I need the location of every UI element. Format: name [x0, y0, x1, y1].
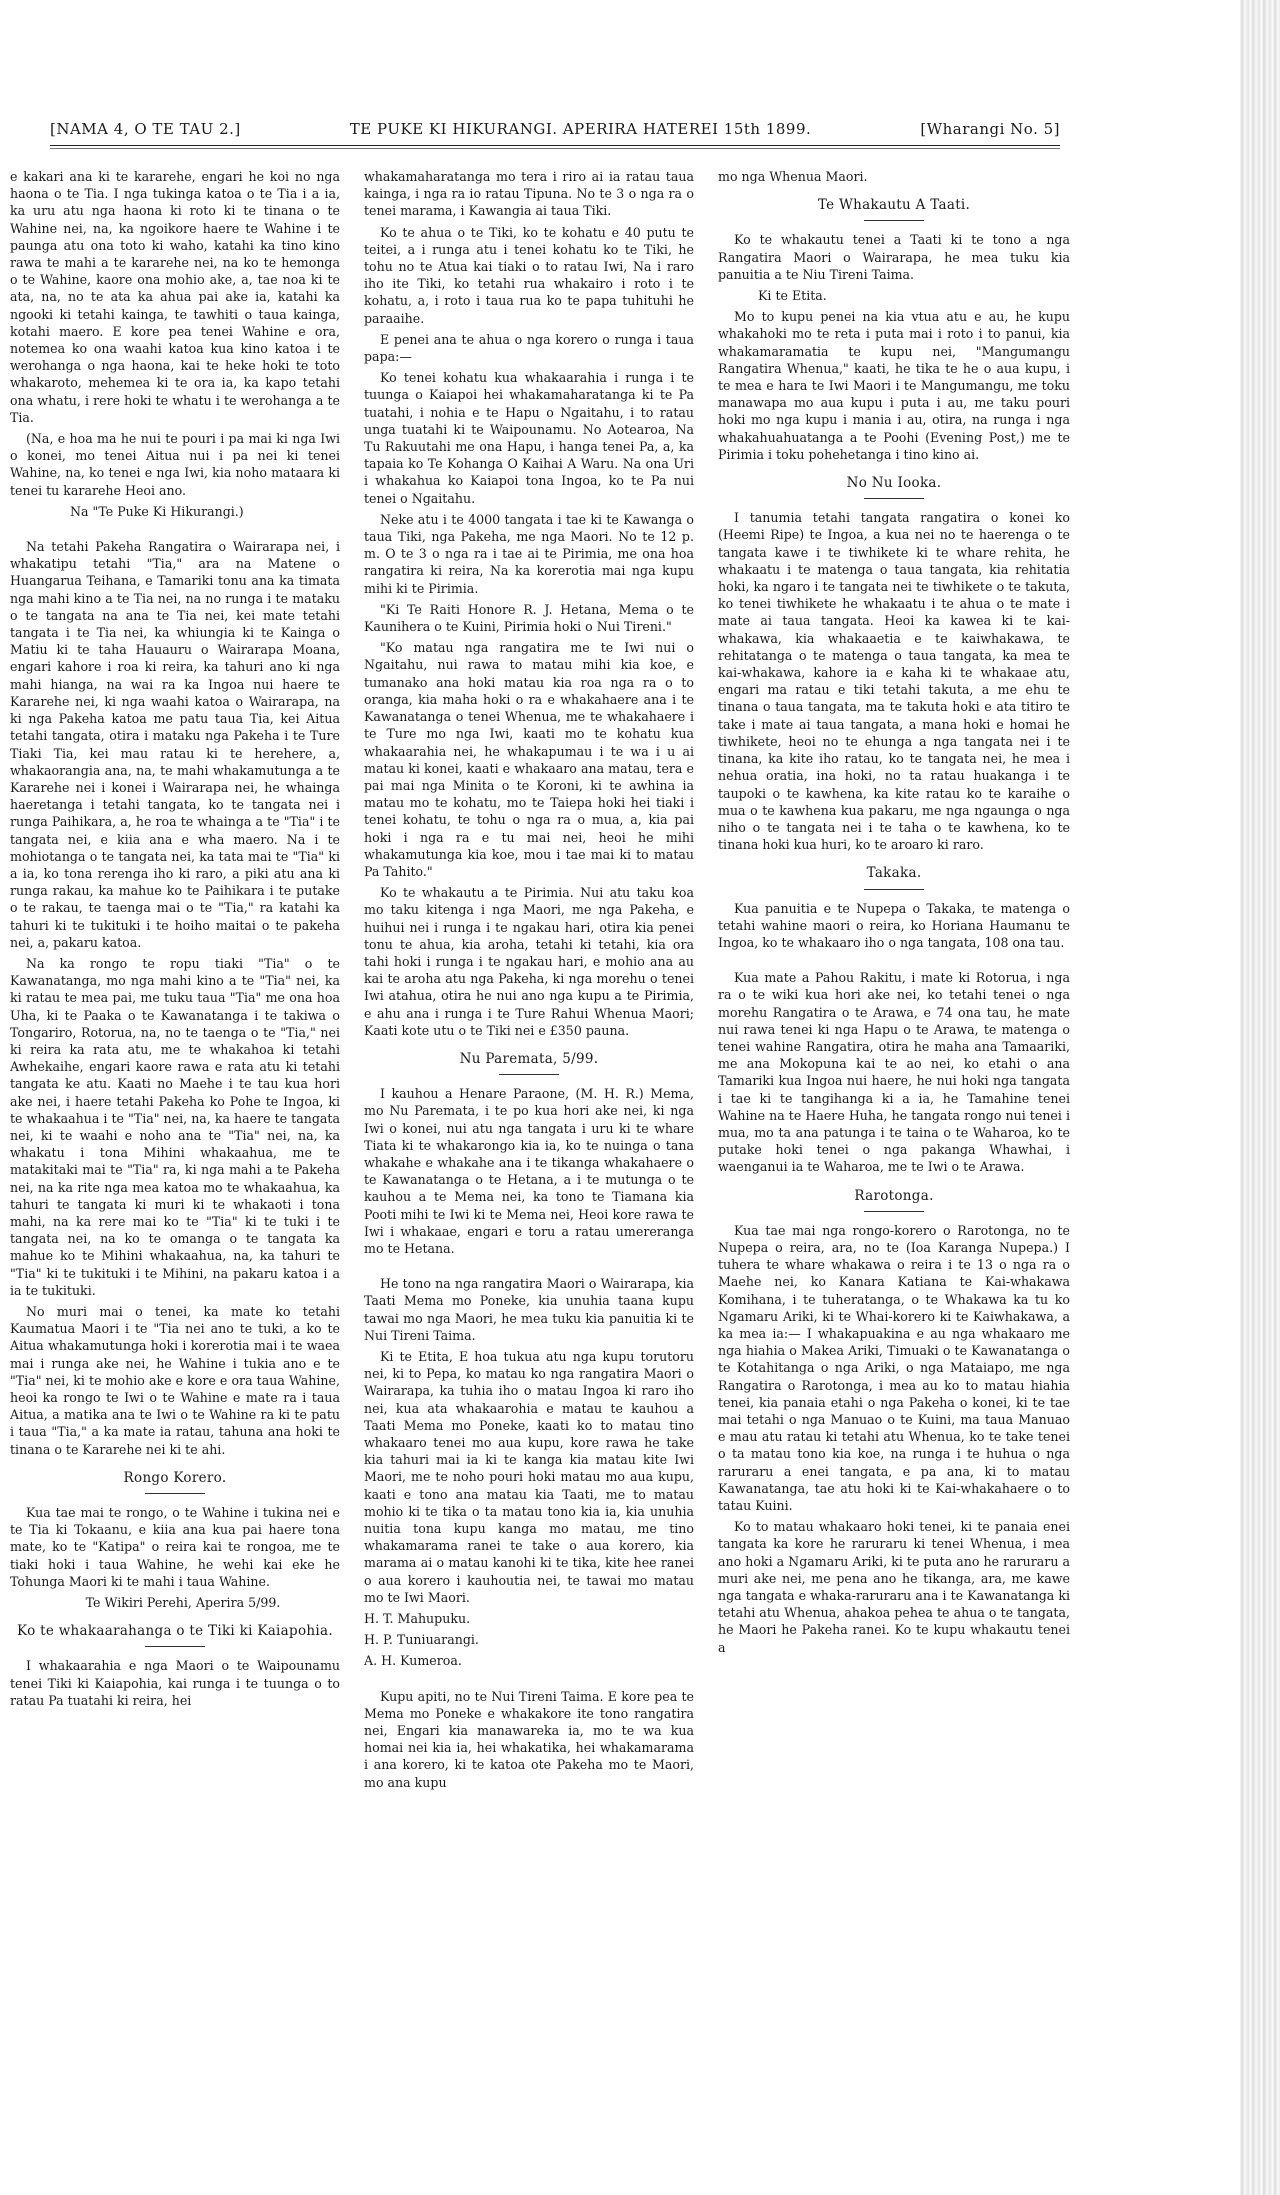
- paragraph: Mo to kupu penei na kia vtua atu e au, he kupu whakahoki mo te reta i puta mai i roto i to panui, kia whakamaramatia te kupu nei, "Mangumangu Rangatira Whenua," kaati, he tika te he o aua kupu, i te mea e hara te Iwi Maori i te Mangumangu, me toku manawapa mo aua kupu i puta i au, me taku pouri hoki mo nga kupu i mania i au, otira, na runga i nga whakahuahuatanga a te Poohi (Evening Post,) me te Pirimia i toku pohehetanga i tino kino ai.: [718, 309, 1070, 462]
- section-rule: [864, 1211, 924, 1212]
- paragraph: Ko te whakautu tenei a Taati ki te tono a nga Rangatira Maori o Wairarapa, he mea tuku kia panuitia a te Niu Tireni Taima.: [718, 232, 1070, 282]
- paragraph: I kauhou a Henare Paraone, (M. H. R.) Mema, mo Nu Paremata, i te po kua hori ake nei, ki nga Iwi o konei, nui atu nga tangata i uru ki te whare Tiata ki te whakarongo kia ia, ko te nuinga o tana whakahe e whakahe ana i te tikanga whakahaere o te Kawanatanga o te Hetana, a i te mutunga o te kauhou a te Mema nei, ka tono te Tiamana kia Pooti mihi te Iwi ki te Mema nei, Heoi kore rawa te Iwi i whakaae, engari e toru a ratau umereranga mo te Hetana.: [364, 1086, 694, 1256]
- paragraph: Kua tae mai nga rongo-korero o Rarotonga, no te Nupepa o reira, ara, no te (Ioa Karanga Nupepa.) I tuhera te whare whakawa o reira i te 13 o nga ra o Maehe nei, ko Kanara Katiana te Kai-whakawa Komihana, i te tuheratanga, o te Whakawa ka tu ko Ngamaru Ariki, ki te Whai-korero ki te Kaiwhakawa, a ka mea ia:— I whakapuakina e au nga whakaaro me nga hiahia o Makea Ariki, Timuaki o te Kawanatanga o te Kotahitanga o nga Ariki, o nga Mataiapo, me nga Rangatira o Rarotonga, i mea au ko to matau hiahia tenei, kia panaia etahi o nga Pakeha o konei, ki te tae mai tetahi o nga Manuao o te Kuini, ma taua Manuao e mau atu ratau ki tetahi atu Whenua, ko te take tenei o ta matau tono kia koe, na runga i te huhua o nga raruraru a enei tangata, e pa ana, ki to matau Kawanatanga, tae atu hoki ki te Kai-whakahaere o to tatau Kuini.: [718, 1222, 1070, 1514]
- paragraph: I whakaarahia e nga Maori o te Waipounamu tenei Tiki ki Kaiapohia, kai runga i te tuunga o to ratau Pa tuatahi ki reira, hei: [10, 1658, 340, 1708]
- paragraph: Ko to matau whakaaro hoki tenei, ki te panaia enei tangata ka kore he raruraru ki tenei Whenua, i mea ano hoki a Ngamaru Ariki, ki te puta ano he raruraru a muri ake nei, me pena ano he tikanga, ara, me kawe nga tangata e whaka-raruraru ana i te Kawanatanga ki tetahi atu Whenua, ahakoa pehea te ahua o te tangata, he Maori he Pakeha ranei. Ko te kupu whakautu tenei a: [718, 1519, 1070, 1655]
- newspaper-title: TE PUKE KI HIKURANGI. APERIRA HATEREI 15th 1899.: [349, 120, 812, 138]
- paragraph: "Ki Te Raiti Honore R. J. Hetana, Mema o te Kaunihera o te Kuini, Pirimia hoki o Nui Tireni.": [364, 601, 694, 635]
- paragraph: Kupu apiti, no te Nui Tireni Taima. E kore pea te Mema mo Poneke e whakakore ite tono rangatira nei, Engari kia manawareka ia, mo te wa kua homai nei kia ia, hei whakatika, hei whakamarama i ana korero, ki te katoa ote Pakeha mo te Maori, mo ana kupu: [364, 1688, 694, 1790]
- page-header: [50, 120, 1060, 138]
- paragraph: He tono na nga rangatira Maori o Wairarapa, kia Taati Mema mo Poneke, kia unuhia taana kupu tawai mo nga Maori, he mea tuku kia panuitia ki te Nui Tireni Taima.: [364, 1276, 694, 1343]
- dateline: Te Wikiri Perehi, Aperira 5/99.: [85, 1595, 281, 1611]
- paragraph: E penei ana te ahua o nga korero o runga i taua papa:—: [364, 331, 694, 365]
- paragraph: Na "Te Puke Ki Hikurangi.): [70, 503, 244, 519]
- section-heading: No Nu Iooka.: [846, 475, 942, 492]
- paragraph: Ko te whakautu a te Pirimia. Nui atu taku koa mo taku kitenga i nga Maori, me nga Pakeha, e huihui nei i runga i te ngakau hari, otira kia penei tonu te ahua, kia aroha, tetahi ki tetahi, kia ora tahi hoki i runga i te ngakau hari, e mohio ana au kai te aroha atu nga Pakeha, ki nga morehu o tenei Iwi atahua, otira he nui ano nga kupu a te Pirimia, e ahu ana i runga i te Ture Rahui Whenua Maori; Kaati kote utu o te Tiki nei e £350 pauna.: [364, 885, 694, 1038]
- header-rule-secondary: [50, 148, 1060, 149]
- paragraph: Kua panuitia e te Nupepa o Takaka, te matenga o tetahi wahine maori o reira, ko Horiana Haumanu te Ingoa, ko te whakaaro iho o nga tangata, 108 ona tau.: [718, 900, 1070, 950]
- paragraph: No muri mai o tenei, ka mate ko tetahi Kaumatua Maori i te "Tia nei ano te tuki, a ko te Aitua whakamutunga hoki i korerotia mai i te waea mai i runga ake nei, he Wahine i tukia ano e te "Tia" nei, ki te mohio ake e kore e ora taua Wahine, heoi ka rongo te Iwi o te Wahine e mate ra i taua Aitua, a matika ana te Iwi o te Wahine ra ki te patu i taua "Tia," a ka mate ia ratau, tahuna ana hoki te tinana o te Kararehe nei ki te ahi.: [10, 1304, 340, 1457]
- section-heading: Ko te whakaarahanga o te Tiki ki Kaiapohia.: [17, 1623, 333, 1640]
- section-heading: Rongo Korero.: [123, 1469, 227, 1486]
- signature: A. H. Kumeroa.: [364, 1653, 462, 1669]
- section-rule: [864, 498, 924, 499]
- paragraph: Kua mate a Pahou Rakitu, i mate ki Rotorua, i nga ra o te wiki kua hori ake nei, ko tetahi tenei o nga morehu Rangatira o te Arawa, e 74 ona tau, he mate nui rawa tenei ki nga Hapu o te Arawa, te matenga o tenei wahine Rangatira, otira he maha ana Tamaariki, me ana Mokopuna kai te ao nei, ko etahi o ana Tamariki kua Ingoa nui haere, he nui hoki nga tangata i tae ki te tangihanga ki a ia, he Tamahine tenei Wahine na te Haere Huha, he tangata rongo nui tenei i mua, mo ta ana patunga i te taina o te Waharoa, ko te putake hoki tenei o nga pakanga Whawhai, i waenganui ia te Waharoa, me te Iwi o te Arawa.: [718, 970, 1070, 1175]
- signature: H. T. Mahupuku.: [364, 1611, 471, 1627]
- paragraph: Ko tenei kohatu kua whakaarahia i runga i te tuunga o Kaiapoi hei whakamaharatanga ki te Pa tuatahi, i nohia e te Hapu o Ngaitahu, i to ratau unga tuatahi ki te Waipounamu. No Aotearoa, Na Tu Rakuutahi me ona Hapu, i hanga tenei Pa, a, ka tapaia ko Te Kohanga O Kaihai A Waru. Na ona Uri i whakahua ko Kaiapoi tona Ingoa, ko te Pa nui tenei o Ngaitahu.: [364, 370, 694, 506]
- column-1: [10, 168, 340, 2158]
- section-heading: Te Whakautu A Taati.: [817, 197, 971, 214]
- section-rule: [864, 220, 924, 221]
- section-rule: [145, 1493, 205, 1494]
- paragraph: Neke atu i te 4000 tangata i tae ki te Kawanga o taua Tiki, nga Pakeha, me nga Maori. No te 12 p. m. O te 3 o nga ra i tae ai te Pirimia, me ona hoa rangatira ki reira, Na ka korerotia mai nga kupu mihi ki te Pirimia.: [364, 511, 694, 596]
- paragraph: Ki te Etita, E hoa tukua atu nga kupu torutoru nei, ki to Pepa, ko matau ko nga rangatira Maori o Wairarapa, ka tuhia iho o matau Ingoa ki raro iho nei, kua ata whakaarohia e matau te kauhou a Taati Mema mo Poneke, kaati ko to matau tino whakaaro tenei mo aua kupu, kore rawa he take kia tahuri mai ia ki te kanga kia matau kite Iwi Maori, me te noho pouri hoki matau mo aua kupu, kaati e tono ana matau kia Taati, me to matau mohio ki te tika o ta matau tono kia ia, kia unuhia nuitia tona kupu kanga mo matau, me tino whakamarama ranei te take o aua korero, kia marama ai o matau kanohi ki te tika, kite hee ranei o aua korero i kauhoutia nei, te tawai mo matau mo te Iwi Maori.: [364, 1349, 694, 1605]
- section-rule: [864, 889, 924, 890]
- paragraph: Na ka rongo te ropu tiaki "Tia" o te Kawanatanga, mo nga mahi kino a te "Tia" nei, ka ki ratau te mea pai, me tuku taua "Tia" me ona hoa Uha, ki te Paaka o te Kawanatanga i te takiwa o Tongariro, Rotorua, na, no te taenga o te "Tia," nei ki reira ka rata atu, me te whakahoa ki tetahi Awhekaihe, engari kaore rawa e rata atu ki tetahi tangata ke atu. Kaati no Maehe i te tau kua hori ake nei, i haere tetahi Pakeha ko Pohe te Ingoa, ki te whakaahua i te "Tia" nei, na, ka haere te tangata nei, ki te waahi e noho ana te "Tia" nei, na, ka whakatu i tona Mihini whakaahua, me te matakitaki mai te "Tia" ra, ki nga mahi a te Pakeha nei, na ka rite nga mea katoa mo te whakaahua, ka tahuri te tangata ki muri ki te whakaoti i tona mahi, na ka rere mai ko te "Tia" ki te tuki i te tangata nei, na ko te omanga o te tangata ka mahue ko te Mihini whakaahua, na, ka tahuri te "Tia" ki te tukituki i te Mihini, na pakaru katoa i a ia te tukituki.: [10, 955, 340, 1298]
- paragraph: I tanumia tetahi tangata rangatira o konei ko (Heemi Ripe) te Ingoa, a kua nei no te haerenga o te tangata kawe i te tiwhikete ki te whare rehita, he whakaatu i te matenga o taua tangata, kia rehitatia hoki, ka ngaro i te tangata nei te tiwhikete o te takuta, ko tenei tiwhikete he whakaatu i te ahua o te mate i mate ai taua tangata. Heoi ka kawea ki te kai-whakawa, kia whakaaetia e te kaiwhakawa, te rehitatanga o te matenga o taua tangata, ka mea te kai-whakawa, kahore ia e kaha ki te whakaae atu, engari ma ratau e tiki tetahi takuta, a me ehu te tinana o taua tangata, ma te takuta hoki e ata titiro te take i mate ai taua tangata, a mana hoki e homai he tiwhikete, heoi no te ehunga a nga tangata nei i te tinana, ka kite iho ratau, ko te tangata nei, he mea i nehua oratia, ina hoki, no ta ratau huakanga i te taupoki o te kawhena, ka kite ratau ko te karaihe o mua o te kawhena kua pakaru, me nga ngaunga o nga niho o te tangata nei i te taha o te kawhena, ko te tinana hoki kua huri, ko te aroaro ki raro.: [718, 510, 1070, 853]
- signature: H. P. Tuniuarangi.: [364, 1632, 479, 1648]
- section-heading: Takaka.: [866, 865, 922, 882]
- paragraph: Kua tae mai te rongo, o te Wahine i tukina nei e te Tia ki Tokaanu, e kiia ana kua pai haere tona mate, ko te "Katipa" o reira kai te rongoa, me te tiaki hoki i taua Wahine, he wehi kai eke he Tohunga Maori ki te mahi i taua Wahine.: [10, 1505, 340, 1589]
- paragraph: (Na, e hoa ma he nui te pouri i pa mai ki nga Iwi o konei, mo tenei Aitua nui i pa nei ki tenei Wahine, na, ko tenei e nga Iwi, kia noho mataara ki tenei tu kararehe Heoi ano.: [10, 431, 340, 498]
- scan-edge: [1240, 0, 1280, 2195]
- section-heading: Nu Paremata, 5/99.: [459, 1050, 599, 1067]
- page-number: [Wharangi No. 5]: [920, 120, 1060, 138]
- paragraph: mo nga Whenua Maori.: [718, 169, 868, 184]
- issue-number: [NAMA 4, O TE TAU 2.]: [50, 120, 241, 138]
- paragraph: Ki te Etita.: [758, 288, 827, 304]
- paragraph: e kakari ana ki te kararehe, engari he koi no nga haona o te Tia. I nga tukinga katoa o te Tia i a ia, ka uru atu nga haona ki roto ki te tinana o te Wahine nei, na, ka ngoikore haere te Wahine i te paunga atu ona toto ki waho, katahi ka tino kino rawa te mahi a te kararehe nei, na ko te hemonga o te Wahine, kaore ona mohio ake, a, tae noa ki te ata, na, no te ata ka ahua pai ake ia, katahi ka ngooki ki tetahi kainga, te tawhiti o taua kainga, kotahi maero. E kore pea tenei Wahine e ora, notemea ko ona waahi katoa kua kino katoa i te werohanga o nga haona, kai te heke hoki te toto whakaroto, mehemea ki te ora ia, ka kapo tetahi ona whatu, i rere hoki te whatu i te werohanga a te Tia.: [10, 169, 340, 425]
- column-3: [718, 168, 1070, 2158]
- paragraph: Na tetahi Pakeha Rangatira o Wairarapa nei, i whakatipu tetahi "Tia," ara na Matene o Huangarua Teihana, e Tamariki tonu ana ka timata nga mahi kino a te Tia nei, na no runga i te mataku o te tangata na ana te Tia nei, kei mate tetahi tangata i te Tia nei, ka whiungia ki te Kainga o Matiu ki te taha Hauauru o Wairarapa Moana, engari kahore i roa ki reira, ka tahuri ano ki nga mahi hianga, na wai ra ka Ingoa nui haere te Kararehe nei, ki nga waahi katoa o Wairarapa, na ki nga Pakeha katoa me patu taua Tia, kei Aitua tetahi tangata, otira i mataku nga Pakeha i te Ture Tiaki Tia, kei mau ratau ki te herehere, a, whakaorangia ana, na, te mahi whakamutunga a te Kararehe nei i konei i Wairarapa nei, he whainga haeretanga i tetahi tangata, ko te tangata nei i runga Paihikara, a, he roa te whainga a te "Tia" i te tangata nei, e kiia ana e wha maero. Na i te mohiotanga o te tangata nei, ka tata mai te "Tia" ki a ia, ko tona rerenga iho ki raro, a piki atu ana ki runga rakau, ka mahue ko te Paihikara i te putake o te rakau, te taenga mai o te "Tia," ra katahi ka tahuri ki te tukituki i te hoiho maitai o te pakeha nei, a, pakaru katoa.: [10, 539, 340, 950]
- header-rule: [50, 145, 1060, 146]
- column-2: [364, 168, 694, 2158]
- paragraph: Ko te ahua o te Tiki, ko te kohatu e 40 putu te teitei, a i runga atu i tenei kohatu ko te Tiki, he tohu no te Atua kai tiaki o to ratau Iwi, Na i raro iho ite Tiki, ko tetahi rua whakairo i roto i te kohatu, a, i roto i taua rua ko te papa tuhituhi he paraaihe.: [364, 224, 694, 326]
- section-heading: Rarotonga.: [854, 1187, 934, 1204]
- section-rule: [145, 1646, 205, 1647]
- section-rule: [499, 1074, 559, 1075]
- paragraph: whakamaharatanga mo tera i riro ai ia ratau taua kainga, i nga ra io ratau Tipuna. No te 3 o nga ra o tenei marama, i Kawangia ai taua Tiki.: [364, 169, 694, 219]
- paragraph: "Ko matau nga rangatira me te Iwi nui o Ngaitahu, nui rawa to matau mihi kia koe, e tumanako ana hoki matau kia roa nga ra o to oranga, kia maha hoki o ra e whakahaere ana i te Kawanatanga o tenei Whenua, me te whakahaere i te Ture mo nga Iwi, kaati mo te kohatu kua whakaarahia nei, he whakapumau i te wa i u ai matau ki konei, kaati e whakaaro ana matau, tera e pai mai nga Minita o te Koroni, ki te awhina ia matau mo te kohatu, mo te Taiepa hoki hei tiaki i tenei kohatu, te tohu o nga ra o mua, a, kia pai hoki i nga ra e tu mai nei, heoi he mihi whakamutunga kia koe, mou i tae mai ki to matau Pa Tahito.": [364, 640, 694, 879]
